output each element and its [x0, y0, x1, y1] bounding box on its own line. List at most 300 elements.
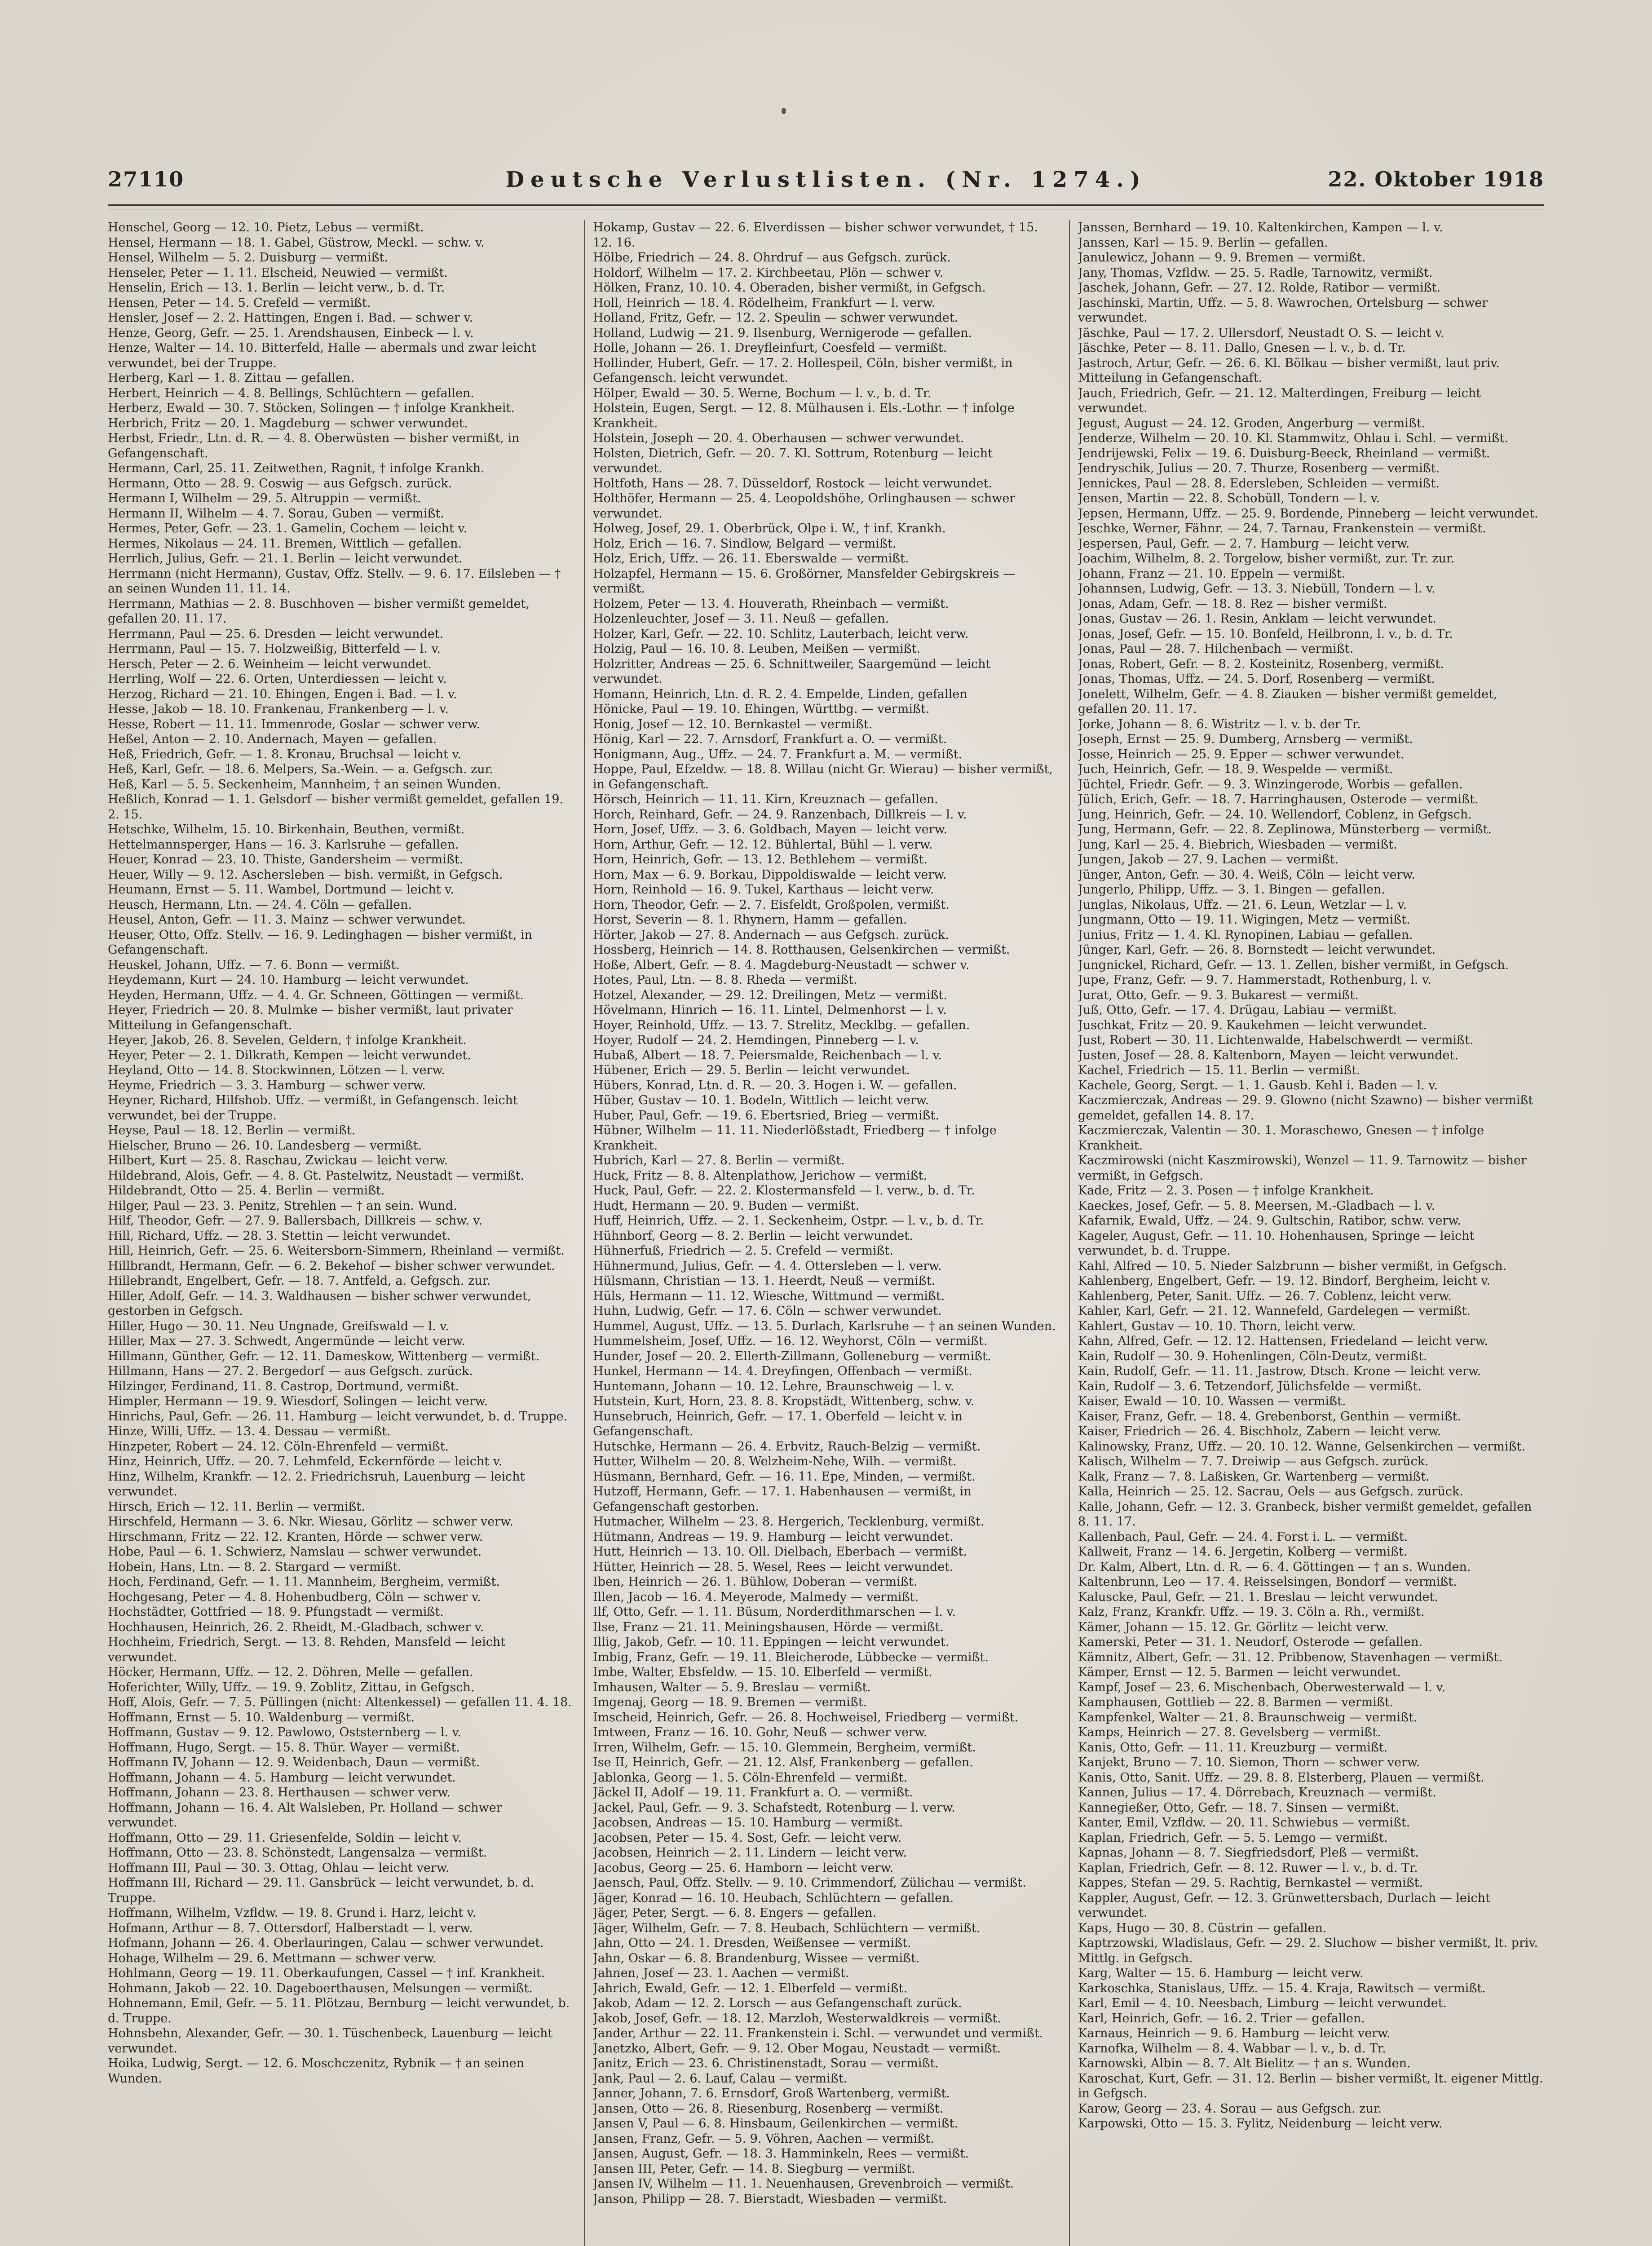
- list-entry: Jansen V, Paul — 6. 8. Hinsbaum, Geilenkirchen — vermißt.: [593, 2117, 958, 2131]
- list-entry: Jung, Heinrich, Gefr. — 24. 10. Wellendorf, Coblenz, in Gefgsch.: [1078, 807, 1472, 822]
- list-entry: Hoferichter, Willy, Uffz. — 19. 9. Zoblitz, Zittau, in Gefgsch.: [108, 1680, 475, 1694]
- list-entry: Hoffmann, Gustav — 9. 12. Pawlowo, Oststernberg — l. v.: [108, 1725, 462, 1739]
- list-entry: Kannen, Julius — 17. 4. Dörrebach, Kreuznach — vermißt.: [1078, 1786, 1436, 1799]
- list-entry: Hoika, Ludwig, Sergt. — 12. 6. Moschczenitz, Rybnik — † an seinen Wunden.: [108, 2056, 525, 2086]
- list-entry: Jakob, Josef, Gefr. — 18. 12. Marzloh, Westerwaldkreis — vermißt.: [593, 2011, 1001, 2025]
- list-entry: Kanter, Emil, Vzfldw. — 20. 11. Schwiebus — vermißt.: [1078, 1816, 1410, 1830]
- list-entry: Hochstädter, Gottfried — 18. 9. Pfungstadt — vermißt.: [108, 1605, 444, 1619]
- list-entry: Heyland, Otto — 14. 8. Stockwinnen, Lötzen — l. verw.: [108, 1063, 445, 1077]
- list-entry: Janitz, Erich — 23. 6. Christinenstadt, Sorau — vermißt.: [593, 2056, 939, 2070]
- list-entry: Jäger, Konrad — 16. 10. Heubach, Schlüchtern — gefallen.: [593, 1891, 954, 1905]
- list-entry: Hutmacher, Wilhelm — 23. 8. Hergerich, Tecklenburg, vermißt.: [593, 1515, 985, 1529]
- list-entry: Kaczmirowski (nicht Kaszmirowski), Wenzel — 11. 9. Tarnowitz — bisher vermißt, in Gefgsch.: [1078, 1154, 1527, 1183]
- list-entry: Kahler, Karl, Gefr. — 21. 12. Wannefeld, Gardelegen — vermißt.: [1078, 1304, 1471, 1318]
- list-entry: Kafarnik, Ewald, Uffz. — 24. 9. Gultschin, Ratibor, schw. verw.: [1078, 1214, 1461, 1228]
- list-entry: Jülich, Erich, Gefr. — 18. 7. Harringhausen, Osterode — vermißt.: [1078, 792, 1479, 806]
- list-entry: Hunsebruch, Heinrich, Gefr. — 17. 1. Oberfeld — leicht v. in Gefangenschaft.: [593, 1409, 963, 1438]
- list-entry: Heumann, Ernst — 5. 11. Wambel, Dortmund — leicht v.: [108, 883, 454, 897]
- list-entry: Jäschke, Peter — 8. 11. Dallo, Gnesen — l. v., b. d. Tr.: [1078, 341, 1406, 355]
- list-entry: Hölbe, Friedrich — 24. 8. Ohrdruf — aus Gefgsch. zurück.: [593, 251, 951, 265]
- list-entry: Hoffmann, Hugo, Sergt. — 15. 8. Thür. Wayer — vermißt.: [108, 1740, 460, 1755]
- list-entry: Kallweit, Franz — 14. 6. Jergetin, Kolberg — vermißt.: [1078, 1545, 1408, 1559]
- list-entry: Kageler, August, Gefr. — 11. 10. Hohenhausen, Springe — leicht verwundet, b. d. Truppe.: [1078, 1229, 1475, 1258]
- list-entry: Hill, Heinrich, Gefr. — 25. 6. Weitersborn-Simmern, Rheinland — vermißt.: [108, 1244, 565, 1258]
- list-entry: Holland, Fritz, Gefr. — 12. 2. Speulin — schwer verwundet.: [593, 311, 959, 325]
- list-entry: Hutter, Wilhelm — 20. 8. Welzheim-Nehe, Wilh. — vermißt.: [593, 1455, 957, 1468]
- list-entry: Heßel, Anton — 2. 10. Andernach, Mayen — gefallen.: [108, 732, 437, 746]
- list-entry: Hiller, Hugo — 30. 11. Neu Ungnade, Greifswald — l. v.: [108, 1319, 449, 1333]
- list-entry: Jennickes, Paul — 28. 8. Edersleben, Schleiden — vermißt.: [1078, 476, 1440, 491]
- list-entry: Kahlenberg, Peter, Sanit. Uffz. — 26. 7. Coblenz, leicht verw.: [1078, 1289, 1452, 1303]
- list-entry: Jenderze, Wilhelm — 20. 10. Kl. Stammwitz, Ohlau i. Schl. — vermißt.: [1078, 431, 1508, 445]
- list-entry: Janetzko, Albert, Gefr. — 9. 12. Ober Mogau, Neustadt — vermißt.: [593, 2041, 1001, 2056]
- list-entry: Honig, Josef — 12. 10. Bernkastel — vermißt.: [593, 717, 873, 731]
- list-entry: Hübner, Wilhelm — 11. 11. Niederlößstadt, Friedberg — † infolge Krankheit.: [593, 1123, 997, 1153]
- list-entry: Hutstein, Kurt, Horn, 23. 8. 8. Kropstädt, Wittenberg, schw. v.: [593, 1394, 975, 1408]
- list-entry: Jaschek, Johann, Gefr. — 27. 12. Rolde, Ratibor — vermißt.: [1078, 281, 1441, 295]
- list-entry: Hensel, Hermann — 18. 1. Gabel, Güstrow, Meckl. — schw. v.: [108, 235, 485, 250]
- list-entry: Herrmann (nicht Hermann), Gustav, Offz. Stellv. — 9. 6. 17. Eilsleben — † an seinen Wunden 11. 11. 14.: [108, 566, 561, 596]
- list-entry: Hoffmann, Wilhelm, Vzfldw. — 19. 8. Grund i. Harz, leicht v.: [108, 1906, 477, 1920]
- list-entry: Horn, Josef, Uffz. — 3. 6. Goldbach, Mayen — leicht verw.: [593, 822, 948, 836]
- list-entry: Hillbrandt, Hermann, Gefr. — 6. 2. Bekehof — bisher schwer verwundet.: [108, 1259, 555, 1273]
- list-entry: Henze, Walter — 14. 10. Bitterfeld, Halle — abermals und zwar leicht verwundet, bei der Truppe.: [108, 341, 536, 370]
- list-entry: Hesse, Robert — 11. 11. Immenrode, Goslar — schwer verw.: [108, 717, 481, 731]
- list-entry: Hoffmann, Ernst — 5. 10. Waldenburg — vermißt.: [108, 1710, 415, 1724]
- list-entry: Horn, Max — 6. 9. Borkau, Dippoldiswalde — leicht verw.: [593, 867, 947, 882]
- list-entry: Jaschinski, Martin, Uffz. — 5. 8. Wawrochen, Ortelsburg — schwer verwundet.: [1078, 296, 1488, 325]
- list-entry: Honigmann, Aug., Uffz. — 24. 7. Frankfurt a. M. — vermißt.: [593, 747, 963, 761]
- list-entry: Hielscher, Bruno — 26. 10. Landesberg — vermißt.: [108, 1138, 422, 1153]
- list-entry: Hoyer, Rudolf — 24. 2. Hemdingen, Pinneberg — l. v.: [593, 1033, 919, 1047]
- list-entry: Holz, Erich, Uffz. — 26. 11. Eberswalde — vermißt.: [593, 552, 909, 566]
- list-entry: Heyer, Peter — 2. 1. Dilkrath, Kempen — leicht verwundet.: [108, 1048, 471, 1062]
- list-entry: Hermann, Otto — 28. 9. Coswig — aus Gefgsch. zurück.: [108, 476, 452, 491]
- list-entry: Hutt, Heinrich — 13. 10. Oll. Dielbach, Eberbach — vermißt.: [593, 1545, 967, 1559]
- list-entry: Jäschke, Paul — 17. 2. Ullersdorf, Neustadt O. S. — leicht v.: [1078, 326, 1444, 340]
- list-entry: Jaensch, Paul, Offz. Stellv. — 9. 10. Crimmendorf, Zülichau — vermißt.: [593, 1876, 1026, 1890]
- list-entry: Jüchtel, Friedr. Gefr. — 9. 3. Winzingerode, Worbis — gefallen.: [1078, 777, 1463, 791]
- list-entry: Hokamp, Gustav — 22. 6. Elverdissen — bisher schwer verwundet, † 15. 12. 16.: [593, 221, 1038, 250]
- list-entry: Jonas, Josef, Gefr. — 15. 10. Bonfeld, Heilbronn, l. v., b. d. Tr.: [1078, 627, 1453, 641]
- list-entry: Henschel, Georg — 12. 10. Pietz, Lebus — vermißt.: [108, 221, 424, 234]
- list-entry: Kappler, August, Gefr. — 12. 3. Grünwettersbach, Durlach — leicht verwundet.: [1078, 1891, 1490, 1920]
- list-entry: Hoffmann, Johann — 16. 4. Alt Walsleben, Pr. Holland — schwer verwundet.: [108, 1800, 502, 1830]
- list-entry: Herrmann, Mathias — 2. 8. Buschhoven — bisher vermißt gemeldet, gefallen 20. 11. 17.: [108, 597, 530, 626]
- list-entry: Johannsen, Ludwig, Gefr. — 13. 3. Niebüll, Tondern — l. v.: [1078, 582, 1436, 596]
- list-entry: Dr. Kalm, Albert, Ltn. d. R. — 6. 4. Göttingen — † an s. Wunden.: [1078, 1560, 1471, 1574]
- list-entry: Holzer, Karl, Gefr. — 22. 10. Schlitz, Lauterbach, leicht verw.: [593, 627, 969, 641]
- list-entry: Horch, Reinhard, Gefr. — 24. 9. Ranzenbach, Dillkreis — l. v.: [593, 807, 967, 822]
- list-entry: Kappes, Stefan — 29. 5. Rachtig, Bernkastel — vermißt.: [1078, 1876, 1423, 1890]
- list-entry: Hubaß, Albert — 18. 7. Peiersmalde, Reichenbach — l. v.: [593, 1048, 942, 1062]
- list-entry: Huhn, Ludwig, Gefr. — 17. 6. Cöln — schwer verwundet.: [593, 1304, 942, 1318]
- list-entry: Jauch, Friedrich, Gefr. — 21. 12. Malterdingen, Freiburg — leicht verwundet.: [1078, 386, 1481, 415]
- list-entry: Kaps, Hugo — 30. 8. Cüstrin — gefallen.: [1078, 1921, 1327, 1935]
- header-rule: [108, 204, 1544, 206]
- list-entry: Jablonka, Georg — 1. 5. Cöln-Ehrenfeld — vermißt.: [593, 1770, 908, 1785]
- ink-spot: [782, 108, 786, 114]
- list-entry: Holzapfel, Hermann — 15. 6. Großörner, Mansfelder Gebirgskreis — vermißt.: [593, 566, 1016, 596]
- list-entry: Hirsch, Erich — 12. 11. Berlin — vermißt.: [108, 1499, 365, 1514]
- list-entry: Heßlich, Konrad — 1. 1. Gelsdorf — bisher vermißt gemeldet, gefallen 19. 2. 15.: [108, 792, 564, 822]
- list-entry: Heuer, Konrad — 23. 10. Thiste, Gandersheim — vermißt.: [108, 853, 464, 867]
- list-entry: Jäger, Peter, Sergt. — 6. 8. Engers — gefallen.: [593, 1906, 876, 1920]
- list-entry: Ilse, Franz — 21. 11. Meiningshausen, Hörde — vermißt.: [593, 1620, 944, 1634]
- list-entry: Hildebrand, Alois, Gefr. — 4. 8. Gt. Pastelwitz, Neustadt — vermißt.: [108, 1168, 525, 1183]
- list-entry: Hermes, Peter, Gefr. — 23. 1. Gamelin, Cochem — leicht v.: [108, 522, 468, 535]
- list-entry: Henze, Georg, Gefr. — 25. 1. Arendshausen, Einbeck — l. v.: [108, 326, 474, 340]
- list-entry: Junius, Fritz — 1. 4. Kl. Rynopinen, Labiau — gefallen.: [1078, 928, 1413, 942]
- list-entry: Hirschfeld, Hermann — 3. 6. Nkr. Wiesau, Görlitz — schwer verw.: [108, 1515, 513, 1529]
- list-entry: Kaluscke, Paul, Gefr. — 21. 1. Breslau — leicht verwundet.: [1078, 1590, 1438, 1604]
- list-entry: Heusch, Hermann, Ltn. — 24. 4. Cöln — gefallen.: [108, 898, 412, 912]
- list-entry: Hühnerfuß, Friedrich — 2. 5. Crefeld — vermißt.: [593, 1244, 894, 1258]
- list-entry: Holweg, Josef, 29. 1. Oberbrück, Olpe i. W., † inf. Krankh.: [593, 522, 946, 535]
- list-entry: Huck, Paul, Gefr. — 22. 2. Klostermansfeld — l. verw., b. d. Tr.: [593, 1184, 975, 1198]
- list-entry: Kahlert, Gustav — 10. 10. Thorn, leicht verw.: [1078, 1319, 1356, 1333]
- list-entry: Huck, Fritz — 8. 8. Altenplathow, Jerichow — vermißt.: [593, 1168, 927, 1183]
- list-entry: Hofmann, Arthur — 8. 7. Ottersdorf, Halberstadt — l. verw.: [108, 1921, 473, 1935]
- list-entry: Jastroch, Artur, Gefr. — 26. 6. Kl. Bölkau — bisher vermißt, laut priv. Mitteilung in Gefangenschaft.: [1078, 356, 1500, 385]
- issue-date: 22. Oktober 1918: [1328, 167, 1544, 191]
- list-entry: Joachim, Wilhelm, 8. 2. Torgelow, bisher vermißt, zur. Tr. zur.: [1078, 552, 1455, 566]
- list-entry: Herrmann, Paul — 25. 6. Dresden — leicht verwundet.: [108, 627, 444, 641]
- list-entry: Imtween, Franz — 16. 10. Gohr, Neuß — schwer verw.: [593, 1725, 928, 1739]
- page-number: 27110: [108, 167, 185, 191]
- list-entry: Hinze, Willi, Uffz. — 13. 4. Dessau — vermißt.: [108, 1424, 391, 1438]
- list-entry: Kannegießer, Otto, Gefr. — 18. 7. Sinsen — vermißt.: [1078, 1800, 1400, 1815]
- list-entry: Hoff, Alois, Gefr. — 7. 5. Püllingen (nicht: Altenkessel) — gefallen 11. 4. 18.: [108, 1695, 572, 1709]
- list-entry: Hoffmann, Johann — 4. 5. Hamburg — leicht verwundet.: [108, 1770, 456, 1785]
- list-entry: Kalk, Franz — 7. 8. Laßisken, Gr. Wartenberg — vermißt.: [1078, 1469, 1430, 1484]
- list-entry: Hensler, Josef — 2. 2. Hattingen, Engen i. Bad. — schwer v.: [108, 311, 473, 325]
- list-entry: Hoch, Ferdinand, Gefr. — 1. 11. Mannheim, Bergheim, vermißt.: [108, 1575, 500, 1589]
- list-entry: Hubrich, Karl — 27. 8. Berlin — vermißt.: [593, 1154, 845, 1167]
- list-entry: Illig, Jakob, Gefr. — 10. 11. Eppingen — leicht verwundet.: [593, 1635, 950, 1649]
- list-entry: Heyme, Friedrich — 3. 3. Hamburg — schwer verw.: [108, 1078, 426, 1092]
- list-entry: Holzenleuchter, Josef — 3. 11. Neuß — gefallen.: [593, 612, 889, 626]
- list-entry: Hohmann, Jakob — 22. 10. Dageboerthausen, Melsungen — vermißt.: [108, 1981, 533, 1995]
- column-2: [593, 220, 1060, 2246]
- list-entry: Kain, Rudolf — 30. 9. Hohenlingen, Cöln-Deutz, vermißt.: [1078, 1349, 1427, 1363]
- list-entry: Hoße, Albert, Gefr. — 8. 4. Magdeburg-Neustadt — schwer v.: [593, 958, 970, 972]
- list-entry: Kaplan, Friedrich, Gefr. — 8. 12. Ruwer — l. v., b. d. Tr.: [1078, 1861, 1418, 1875]
- list-entry: Huff, Heinrich, Uffz. — 2. 1. Seckenheim, Ostpr. — l. v., b. d. Tr.: [593, 1214, 984, 1228]
- casualty-list: [108, 220, 1545, 2246]
- list-entry: Jander, Arthur — 22. 11. Frankenstein i. Schl. — verwundet und vermißt.: [593, 2026, 1043, 2040]
- list-entry: Heusel, Anton, Gefr. — 11. 3. Mainz — schwer verwundet.: [108, 913, 466, 927]
- list-entry: Hövelmann, Hinrich — 16. 11. Lintel, Delmenhorst — l. v.: [593, 1003, 947, 1017]
- issue-number: (Nr. 1274.): [945, 167, 1147, 192]
- list-entry: Kahl, Alfred — 10. 5. Nieder Salzbrunn — bisher vermißt, in Gefgsch.: [1078, 1259, 1507, 1273]
- list-entry: Iben, Heinrich — 26. 1. Bühlow, Doberan — vermißt.: [593, 1575, 918, 1589]
- list-entry: Huntemann, Johann — 10. 12. Lehre, Braunschweig — l. v.: [593, 1379, 954, 1393]
- list-entry: Kaeckes, Josef, Gefr. — 5. 8. Meersen, M.-Gladbach — l. v.: [1078, 1198, 1436, 1213]
- list-entry: Hofmann, Johann — 26. 4. Oberlauringen, Calau — schwer verwundet.: [108, 1936, 544, 1950]
- list-entry: Janson, Philipp — 28. 7. Bierstadt, Wiesbaden — vermißt.: [593, 2192, 947, 2206]
- list-entry: Karg, Walter — 15. 6. Hamburg — leicht verw.: [1078, 1966, 1364, 1980]
- list-entry: Kaltenbrunn, Leo — 17. 4. Reisselsingen, Bondorf — vermißt.: [1078, 1575, 1457, 1589]
- list-entry: Jansen III, Peter, Gefr. — 14. 8. Siegburg — vermißt.: [593, 2162, 915, 2176]
- list-entry: Jacobsen, Andreas — 15. 10. Hamburg — vermißt.: [593, 1816, 903, 1830]
- list-entry: Ilf, Otto, Gefr. — 1. 11. Büsum, Norderdithmarschen — l. v.: [593, 1605, 956, 1619]
- list-entry: Heuer, Willy — 9. 12. Aschersleben — bish. vermißt, in Gefgsch.: [108, 867, 503, 882]
- list-entry: Johann, Franz — 21. 10. Eppeln — vermißt.: [1078, 566, 1346, 581]
- list-entry: Herzog, Richard — 21. 10. Ehingen, Engen i. Bad. — l. v.: [108, 687, 457, 701]
- list-entry: Holl, Heinrich — 18. 4. Rödelheim, Frankfurt — l. verw.: [593, 296, 936, 310]
- list-entry: Hühnermund, Julius, Gefr. — 4. 4. Ottersleben — l. verw.: [593, 1259, 942, 1273]
- list-entry: Jäckel II, Adolf — 19. 11. Frankfurt a. O. — vermißt.: [593, 1786, 913, 1799]
- list-entry: Hildebrandt, Otto — 25. 4. Berlin — vermißt.: [108, 1184, 385, 1198]
- column-3: [1078, 220, 1545, 2246]
- list-entry: Holland, Ludwig — 21. 9. Ilsenburg, Wernigerode — gefallen.: [593, 326, 972, 340]
- list-entry: Kachele, Georg, Sergt. — 1. 1. Gausb. Kehl i. Baden — l. v.: [1078, 1078, 1438, 1092]
- list-entry: Janulewicz, Johann — 9. 9. Bremen — vermißt.: [1078, 251, 1366, 265]
- page-header: [108, 167, 1544, 194]
- list-entry: Hilger, Paul — 23. 3. Penitz, Strehlen — † an sein. Wund.: [108, 1198, 457, 1213]
- list-entry: Horn, Theodor, Gefr. — 2. 7. Eisfeldt, Großpolen, vermißt.: [593, 898, 950, 912]
- list-entry: Hermann II, Wilhelm — 4. 7. Sorau, Guben — vermißt.: [108, 506, 444, 521]
- list-entry: Hummel, August, Uffz. — 13. 5. Durlach, Karlsruhe — † an seinen Wunden.: [593, 1319, 1056, 1333]
- list-entry: Jansen, August, Gefr. — 18. 3. Hamminkeln, Rees — vermißt.: [593, 2147, 969, 2161]
- list-entry: Jegust, August — 24. 12. Groden, Angerburg — vermißt.: [1078, 416, 1426, 430]
- list-entry: Heyer, Friedrich — 20. 8. Mulmke — bisher vermißt, laut privater Mitteilung in Gefangenschaft.: [108, 1003, 513, 1032]
- list-entry: Jacobsen, Heinrich — 2. 11. Lindern — leicht verw.: [593, 1846, 907, 1860]
- list-entry: Hermann, Carl, 25. 11. Zeitwethen, Ragnit, † infolge Krankh.: [108, 461, 485, 475]
- list-entry: Jespersen, Paul, Gefr. — 2. 7. Hamburg — leicht verw.: [1078, 536, 1410, 551]
- list-entry: Hossberg, Heinrich — 14. 8. Rotthausen, Gelsenkirchen — vermißt.: [593, 943, 1010, 957]
- list-entry: Hoffmann, Johann — 23. 8. Herthausen — schwer verw.: [108, 1786, 451, 1799]
- list-entry: Hersch, Peter — 2. 6. Weinheim — leicht verwundet.: [108, 657, 432, 671]
- list-entry: Jonas, Paul — 28. 7. Hilchenbach — vermißt.: [1078, 642, 1354, 656]
- list-entry: Kämper, Ernst — 12. 5. Barmen — leicht verwundet.: [1078, 1665, 1401, 1679]
- list-entry: Hinz, Wilhelm, Krankfr. — 12. 2. Friedrichsruh, Lauenburg — leicht verwundet.: [108, 1469, 525, 1499]
- list-entry: Hüls, Hermann — 11. 12. Wiesche, Wittmund — vermißt.: [593, 1289, 945, 1303]
- list-entry: Kamphausen, Gottlieb — 22. 8. Barmen — vermißt.: [1078, 1695, 1394, 1709]
- list-entry: Hinrichs, Paul, Gefr. — 26. 11. Hamburg — leicht verwundet, b. d. Truppe.: [108, 1409, 568, 1424]
- list-entry: Henseler, Peter — 1. 11. Elscheid, Neuwied — vermißt.: [108, 265, 448, 280]
- list-entry: Hotes, Paul, Ltn. — 8. 8. Rheda — vermißt.: [593, 973, 857, 987]
- list-entry: Jungen, Jakob — 27. 9. Lachen — vermißt.: [1078, 853, 1339, 867]
- list-entry: Heuser, Otto, Offz. Stellv. — 16. 9. Ledinghagen — bisher vermißt, in Gefangenschaft.: [108, 928, 532, 957]
- list-entry: Heyer, Jakob, 26. 8. Sevelen, Geldern, † infolge Krankheit.: [108, 1033, 467, 1047]
- list-entry: Hüsmann, Bernhard, Gefr. — 16. 11. Epe, Minden, — vermißt.: [593, 1469, 976, 1484]
- list-entry: Herbst, Friedr., Ltn. d. R. — 4. 8. Oberwüsten — bisher vermißt, in Gefangenschaft.: [108, 431, 520, 460]
- list-entry: Karpowski, Otto — 15. 3. Fylitz, Neidenburg — leicht verw.: [1078, 2117, 1443, 2131]
- list-entry: Imscheid, Heinrich, Gefr. — 26. 8. Hochweisel, Friedberg — vermißt.: [593, 1710, 1019, 1724]
- list-entry: Hütmann, Andreas — 19. 9. Hamburg — leicht verwundet.: [593, 1530, 954, 1544]
- list-entry: Hensel, Wilhelm — 5. 2. Duisburg — vermißt.: [108, 251, 388, 265]
- list-entry: Hohnsbehn, Alexander, Gefr. — 30. 1. Tüschenbeck, Lauenburg — leicht verwundet.: [108, 2026, 553, 2056]
- list-entry: Holsten, Dietrich, Gefr. — 20. 7. Kl. Sottrum, Rotenburg — leicht verwundet.: [593, 446, 993, 475]
- list-entry: Horn, Arthur, Gefr. — 12. 12. Bühlertal, Bühl — l. verw.: [593, 837, 933, 852]
- list-entry: Hermes, Nikolaus — 24. 11. Bremen, Wittlich — gefallen.: [108, 536, 462, 551]
- list-entry: Kalz, Franz, Krankfr. Uffz. — 19. 3. Cöln a. Rh., vermißt.: [1078, 1605, 1425, 1619]
- list-entry: Jahrich, Ewald, Gefr. — 12. 1. Elberfeld — vermißt.: [593, 1981, 908, 1995]
- list-entry: Hoffmann III, Richard — 29. 11. Gansbrück — leicht verwundet, b. d. Truppe.: [108, 1876, 534, 1905]
- list-entry: Herberz, Ewald — 30. 7. Stöcken, Solingen — † infolge Krankheit.: [108, 401, 515, 415]
- list-entry: Holzem, Peter — 13. 4. Houverath, Rheinbach — vermißt.: [593, 597, 949, 611]
- list-entry: Herrlich, Julius, Gefr. — 21. 1. Berlin — leicht verwundet.: [108, 552, 463, 566]
- list-entry: Hoffmann IV, Johann — 12. 9. Weidenbach, Daun — vermißt.: [108, 1755, 480, 1769]
- list-entry: Kämnitz, Albert, Gefr. — 31. 12. Pribbenow, Stavenhagen — vermißt.: [1078, 1650, 1502, 1664]
- list-entry: Hiller, Max — 27. 3. Schwedt, Angermünde — leicht verw.: [108, 1334, 465, 1348]
- list-entry: Heyden, Hermann, Uffz. — 4. 4. Gr. Schneen, Göttingen — vermißt.: [108, 988, 524, 1002]
- list-entry: Heydemann, Kurt — 24. 10. Hamburg — leicht verwundet.: [108, 973, 469, 987]
- list-entry: Hunder, Josef — 20. 2. Ellerth-Zillmann, Golleneburg — vermißt.: [593, 1349, 991, 1363]
- list-entry: Jepsen, Hermann, Uffz. — 25. 9. Bordende, Pinneberg — leicht verwundet.: [1078, 506, 1538, 521]
- list-entry: Hutschke, Hermann — 26. 4. Erbvitz, Rauch-Belzig — vermißt.: [593, 1439, 981, 1454]
- list-entry: Hochheim, Friedrich, Sergt. — 13. 8. Rehden, Mansfeld — leicht verwundet.: [108, 1635, 506, 1664]
- list-entry: Hübers, Konrad, Ltn. d. R. — 20. 3. Hogen i. W. — gefallen.: [593, 1078, 957, 1092]
- list-entry: Irren, Wilhelm, Gefr. — 15. 10. Glemmein, Bergheim, vermißt.: [593, 1740, 976, 1755]
- list-entry: Herrmann, Paul — 15. 7. Holzweißig, Bitterfeld — l. v.: [108, 642, 441, 656]
- list-entry: Holtfoth, Hans — 28. 7. Düsseldorf, Rostock — leicht verwundet.: [593, 476, 992, 491]
- list-entry: Kaptrzowski, Wladislaus, Gefr. — 29. 2. Sluchow — bisher vermißt, lt. priv. Mittlg. in Gefgsch.: [1078, 1936, 1538, 1965]
- list-entry: Imbig, Franz, Gefr. — 19. 11. Bleicherode, Lübbecke — vermißt.: [593, 1650, 989, 1664]
- list-entry: Juschkat, Fritz — 20. 9. Kaukehmen — leicht verwundet.: [1078, 1018, 1427, 1032]
- list-entry: Jurat, Otto, Gefr. — 9. 3. Bukarest — vermißt.: [1078, 988, 1359, 1002]
- list-entry: Joseph, Ernst — 25. 9. Dumberg, Arnsberg — vermißt.: [1078, 732, 1413, 746]
- list-entry: Jungmann, Otto — 19. 11. Wigingen, Metz — vermißt.: [1078, 913, 1410, 927]
- list-entry: Kaiser, Friedrich — 26. 4. Bischholz, Zabern — leicht verw.: [1078, 1424, 1441, 1438]
- list-entry: Jacobsen, Peter — 15. 4. Sost, Gefr. — leicht verw.: [593, 1830, 902, 1845]
- list-entry: Kalla, Heinrich — 25. 12. Sacrau, Oels — aus Gefgsch. zurück.: [1078, 1485, 1463, 1499]
- list-entry: Hill, Richard, Uffz. — 28. 3. Stettin — leicht verwundet.: [108, 1229, 451, 1243]
- list-entry: Jonas, Thomas, Uffz. — 24. 5. Dorf, Rosenberg — vermißt.: [1078, 672, 1436, 686]
- list-entry: Herberg, Karl — 1. 8. Zittau — gefallen.: [108, 371, 355, 385]
- list-entry: Hilzinger, Ferdinand, 11. 8. Castrop, Dortmund, vermißt.: [108, 1379, 459, 1393]
- list-entry: Jansen IV, Wilhelm — 11. 1. Neuenhausen, Grevenbroich — vermißt.: [593, 2177, 1014, 2191]
- list-entry: Hüber, Gustav — 10. 1. Bodeln, Wittlich — leicht verw.: [593, 1093, 929, 1107]
- list-entry: Heß, Karl, Gefr. — 18. 6. Melpers, Sa.-Wein. — a. Gefgsch. zur.: [108, 762, 494, 776]
- list-entry: Hetschke, Wilhelm, 15. 10. Birkenhain, Beuthen, vermißt.: [108, 822, 465, 836]
- list-entry: Janner, Johann, 7. 6. Ernsdorf, Groß Wartenberg, vermißt.: [593, 2087, 950, 2100]
- list-entry: Heyse, Paul — 18. 12. Berlin — vermißt.: [108, 1123, 356, 1137]
- list-entry: Jahn, Otto — 24. 1. Dresden, Weißensee — vermißt.: [593, 1936, 911, 1950]
- list-entry: Jendryschik, Julius — 20. 7. Thurze, Rosenberg — vermißt.: [1078, 461, 1440, 475]
- list-entry: Kamps, Heinrich — 27. 8. Gevelsberg — vermißt.: [1078, 1725, 1381, 1739]
- list-entry: Karl, Heinrich, Gefr. — 16. 2. Trier — gefallen.: [1078, 2011, 1365, 2025]
- list-entry: Junglas, Nikolaus, Uffz. — 21. 6. Leun, Wetzlar — l. v.: [1078, 898, 1407, 912]
- list-entry: Hübener, Erich — 29. 5. Berlin — leicht verwundet.: [593, 1063, 910, 1077]
- list-entry: Kaplan, Friedrich, Gefr. — 5. 5. Lemgo — vermißt.: [1078, 1830, 1388, 1845]
- list-entry: Kahn, Alfred, Gefr. — 12. 12. Hattensen, Friedeland — leicht verw.: [1078, 1334, 1488, 1348]
- list-entry: Ise II, Heinrich, Gefr. — 21. 12. Alsf, Frankenberg — gefallen.: [593, 1755, 973, 1769]
- list-entry: Kampfenkel, Walter — 21. 8. Braunschweig — vermißt.: [1078, 1710, 1418, 1724]
- list-entry: Hirschmann, Fritz — 22. 12. Kranten, Hörde — schwer verw.: [108, 1530, 483, 1544]
- list-entry: Hörsch, Heinrich — 11. 11. Kirn, Kreuznach — gefallen.: [593, 792, 938, 806]
- list-entry: Kapnas, Johann — 8. 7. Siegfriedsdorf, Pleß — vermißt.: [1078, 1846, 1419, 1860]
- list-entry: Hölken, Franz, 10. 10. 4. Oberaden, bisher vermißt, in Gefgsch.: [593, 281, 986, 295]
- list-entry: Hütter, Heinrich — 28. 5. Wesel, Rees — leicht verwundet.: [593, 1560, 954, 1574]
- list-entry: Kaiser, Ewald — 10. 10. Wassen — vermißt.: [1078, 1394, 1346, 1408]
- list-entry: Hummelsheim, Josef, Uffz. — 16. 12. Weyhorst, Cöln — vermißt.: [593, 1334, 988, 1348]
- list-entry: Hülsmann, Christian — 13. 1. Heerdt, Neuß — vermißt.: [593, 1274, 936, 1288]
- list-entry: Holle, Johann — 26. 1. Dreyfleinfurt, Coesfeld — vermißt.: [593, 341, 947, 355]
- list-entry: Heß, Karl — 5. 5. Seckenheim, Mannheim, † an seinen Wunden.: [108, 777, 501, 791]
- list-entry: Hunkel, Hermann — 14. 4. Dreyfingen, Offenbach — vermißt.: [593, 1364, 972, 1378]
- list-entry: Kahlenberg, Engelbert, Gefr. — 19. 12. Bindorf, Bergheim, leicht v.: [1078, 1274, 1490, 1288]
- list-entry: Jank, Paul — 2. 6. Lauf, Calau — vermißt.: [593, 2071, 848, 2086]
- list-entry: Hinz, Heinrich, Uffz. — 20. 7. Lehmfeld, Eckernförde — leicht v.: [108, 1455, 503, 1468]
- list-entry: Hiller, Adolf, Gefr. — 14. 3. Waldhausen — bisher schwer verwundet, gestorben in Gefgsch.: [108, 1289, 531, 1318]
- list-entry: Hillmann, Hans — 27. 2. Bergedorf — aus Gefgsch. zurück.: [108, 1364, 473, 1378]
- list-entry: Janssen, Bernhard — 19. 10. Kaltenkirchen, Kampen — l. v.: [1078, 221, 1443, 234]
- list-entry: Hochgesang, Peter — 4. 8. Hohenbudberg, Cöln — schwer v.: [108, 1590, 481, 1604]
- list-entry: Hoffmann III, Paul — 30. 3. Ottag, Ohlau — leicht verw.: [108, 1861, 450, 1875]
- list-entry: Hönicke, Paul — 19. 10. Ehingen, Württbg. — vermißt.: [593, 702, 930, 716]
- list-entry: Kaczmierczak, Valentin — 30. 1. Moraschewo, Gnesen — † infolge Krankheit.: [1078, 1123, 1484, 1153]
- list-entry: Hillebrandt, Engelbert, Gefr. — 18. 7. Antfeld, a. Gefgsch. zur.: [108, 1274, 491, 1288]
- list-entry: Jungnickel, Richard, Gefr. — 13. 1. Zellen, bisher vermißt, in Gefgsch.: [1078, 958, 1509, 972]
- list-entry: Hobein, Hans, Ltn. — 8. 2. Stargard — vermißt.: [108, 1560, 402, 1574]
- list-entry: Hinzpeter, Robert — 24. 12. Cöln-Ehrenfeld — vermißt.: [108, 1439, 449, 1454]
- list-entry: Heyner, Richard, Hilfshob. Uffz. — vermißt, in Gefangensch. leicht verwundet, bei der Truppe.: [108, 1093, 518, 1123]
- list-entry: Horst, Severin — 8. 1. Rhynern, Hamm — gefallen.: [593, 913, 907, 927]
- list-entry: Kachel, Friedrich — 15. 11. Berlin — vermißt.: [1078, 1063, 1360, 1077]
- list-entry: Hesse, Jakob — 18. 10. Frankenau, Frankenberg — l. v.: [108, 702, 449, 716]
- list-entry: Jansen, Otto — 26. 8. Riesenburg, Rosenberg — vermißt.: [593, 2101, 944, 2116]
- list-entry: Kamerski, Peter — 31. 1. Neudorf, Osterode — gefallen.: [1078, 1635, 1423, 1649]
- list-entry: Jünger, Karl, Gefr. — 26. 8. Bornstedt — leicht verwundet.: [1078, 943, 1436, 957]
- list-entry: Hönig, Karl — 22. 7. Arnsdorf, Frankfurt a. O. — vermißt.: [593, 732, 947, 746]
- list-entry: Hochhausen, Heinrich, 26. 2. Rheidt, M.-Gladbach, schwer v.: [108, 1620, 484, 1634]
- list-entry: Holzig, Paul — 16. 10. 8. Leuben, Meißen — vermißt.: [593, 642, 921, 656]
- list-entry: Jacobus, Georg — 25. 6. Hamborn — leicht verw.: [593, 1861, 894, 1875]
- list-entry: Hudt, Hermann — 20. 9. Buden — vermißt.: [593, 1198, 860, 1213]
- list-entry: Jackel, Paul, Gefr. — 9. 3. Schafstedt, Rotenburg — l. verw.: [593, 1800, 955, 1815]
- list-entry: Hermann I, Wilhelm — 29. 5. Altruppin — vermißt.: [108, 491, 421, 505]
- list-entry: Hillmann, Günther, Gefr. — 12. 11. Dameskow, Wittenberg — vermißt.: [108, 1349, 540, 1363]
- list-entry: Kalinowsky, Franz, Uffz. — 20. 10. 12. Wanne, Gelsenkirchen — vermißt.: [1078, 1439, 1525, 1454]
- list-entry: Holdorf, Wilhelm — 17. 2. Kirchbeetau, Plön — schwer v.: [593, 265, 944, 280]
- list-entry: Karkoschka, Stanislaus, Uffz. — 15. 4. Kraja, Rawitsch — vermißt.: [1078, 1981, 1486, 1995]
- list-entry: Jakob, Adam — 12. 2. Lorsch — aus Gefangenschaft zurück.: [593, 1996, 962, 2010]
- list-entry: Imbe, Walter, Ebsfeldw. — 15. 10. Elberfeld — vermißt.: [593, 1665, 932, 1679]
- list-entry: Jonas, Adam, Gefr. — 18. 8. Rez — bisher vermißt.: [1078, 597, 1387, 611]
- list-entry: Hohage, Wilhelm — 29. 6. Mettmann — schwer verw.: [108, 1951, 437, 1965]
- list-entry: Holz, Erich — 16. 7. Sindlow, Belgard — vermißt.: [593, 536, 897, 551]
- list-entry: Jung, Karl — 25. 4. Biebrich, Wiesbaden — vermißt.: [1078, 837, 1397, 852]
- list-entry: Hoffmann, Otto — 29. 11. Griesenfelde, Soldin — leicht v.: [108, 1830, 462, 1845]
- list-entry: Holstein, Eugen, Sergt. — 12. 8. Mülhausen i. Els.-Lothr. — † infolge Krankheit.: [593, 401, 1015, 430]
- list-entry: Hollinder, Hubert, Gefr. — 17. 2. Hollespeil, Cöln, bisher vermißt, in Gefangensch. leicht verwundet.: [593, 356, 1013, 385]
- list-entry: Kade, Fritz — 2. 3. Posen — † infolge Krankheit.: [1078, 1184, 1374, 1198]
- list-entry: Hörter, Jakob — 27. 8. Andernach — aus Gefgsch. zurück.: [593, 928, 949, 942]
- list-entry: Jany, Thomas, Vzfldw. — 25. 5. Radle, Tarnowitz, vermißt.: [1078, 265, 1433, 280]
- list-entry: Janssen, Karl — 15. 9. Berlin — gefallen.: [1078, 235, 1328, 250]
- list-entry: Karnofka, Wilhelm — 8. 4. Wabbar — l. v., b. d. Tr.: [1078, 2041, 1386, 2056]
- list-entry: Kain, Rudolf — 3. 6. Tetzendorf, Jülichsfelde — vermißt.: [1078, 1379, 1422, 1393]
- list-entry: Jeschke, Werner, Fähnr. — 24. 7. Tarnau, Frankenstein — vermißt.: [1078, 522, 1486, 535]
- list-entry: Jansen, Franz, Gefr. — 5. 9. Vöhren, Aachen — vermißt.: [593, 2131, 934, 2146]
- list-entry: Karnowski, Albin — 8. 7. Alt Bielitz — † an s. Wunden.: [1078, 2056, 1411, 2070]
- list-entry: Just, Robert — 30. 11. Lichtenwalde, Habelschwerdt — vermißt.: [1078, 1033, 1474, 1047]
- list-entry: Jonas, Robert, Gefr. — 8. 2. Kosteinitz, Rosenberg, vermißt.: [1078, 657, 1444, 671]
- list-entry: Kampf, Josef — 23. 6. Mischenbach, Oberwesterwald — l. v.: [1078, 1680, 1446, 1694]
- list-entry: Karl, Emil — 4. 10. Neesbach, Limburg — leicht verwundet.: [1078, 1996, 1447, 2010]
- list-entry: Hilbert, Kurt — 25. 8. Raschau, Zwickau — leicht verw.: [108, 1154, 448, 1167]
- list-entry: Kanis, Otto, Sanit. Uffz. — 29. 8. 8. Elsterberg, Plauen — vermißt.: [1078, 1770, 1484, 1785]
- list-entry: Jorke, Johann — 8. 6. Wistritz — l. v. b. der Tr.: [1078, 717, 1361, 731]
- list-entry: Hobe, Paul — 6. 1. Schwierz, Namslau — schwer verwundet.: [108, 1545, 482, 1559]
- list-entry: Kain, Rudolf, Gefr. — 11. 11. Jastrow, Dtsch. Krone — leicht verw.: [1078, 1364, 1481, 1378]
- list-entry: Höcker, Hermann, Uffz. — 12. 2. Döhren, Melle — gefallen.: [108, 1665, 473, 1679]
- list-entry: Jonas, Gustav — 26. 1. Resin, Anklam — leicht verwundet.: [1078, 612, 1436, 626]
- list-entry: Karow, Georg — 23. 4. Sorau — aus Gefgsch. zur.: [1078, 2101, 1382, 2116]
